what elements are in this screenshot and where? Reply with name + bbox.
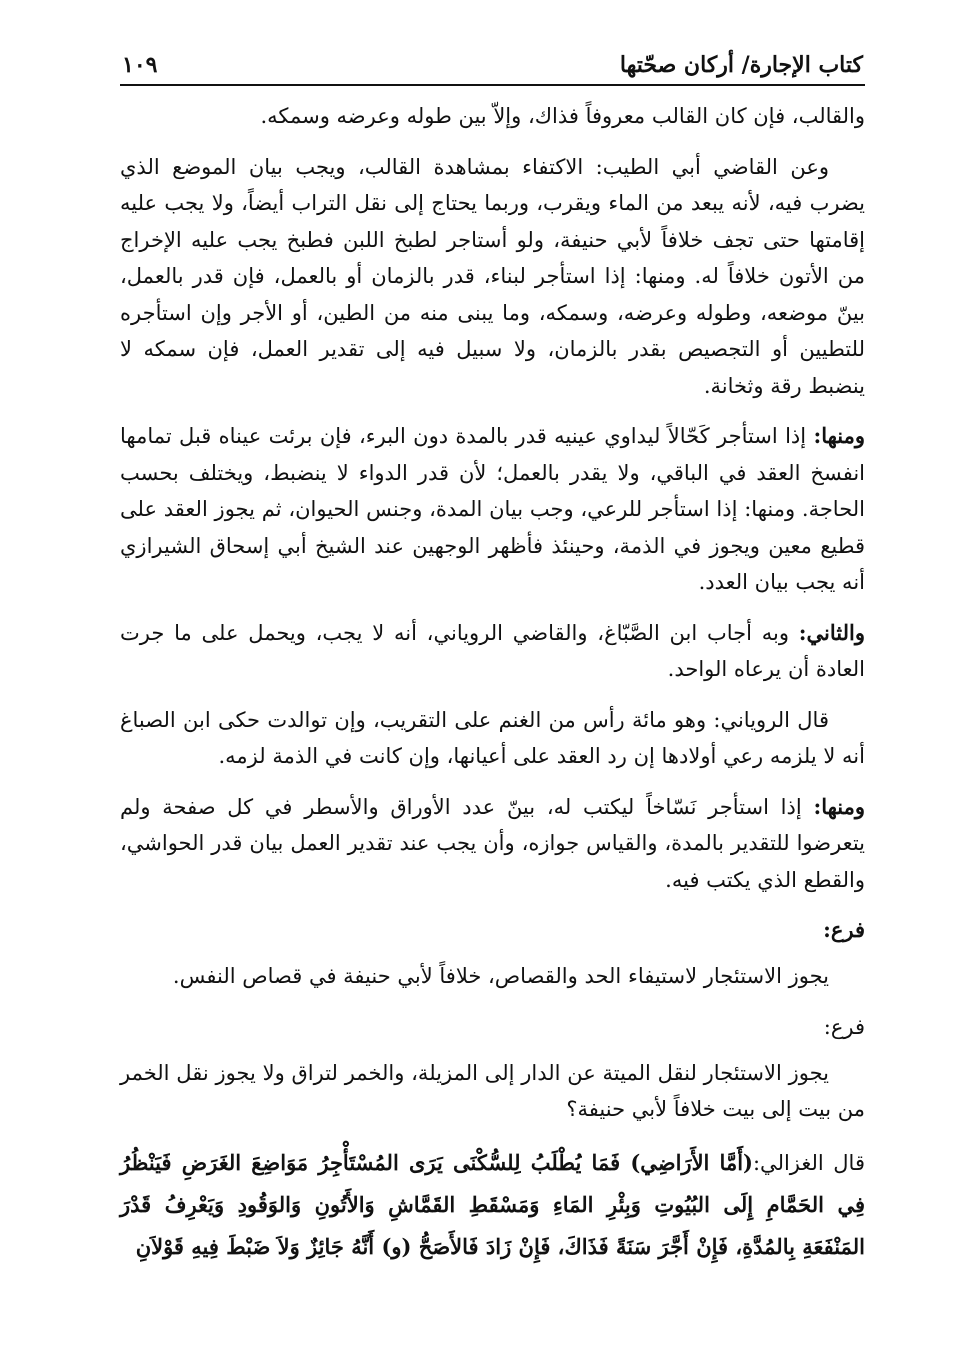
paragraph-mold <box>120 98 865 135</box>
paragraph-lead: والثاني: <box>798 619 865 645</box>
paragraph-text: يجوز الاستئجار لنقل الميتة عن الدار إلى المزيلة، والخمر لتراق ولا يجوز نقل الخمر من بيت إلى بيت خلافاً لأبي حنيفة؟ <box>120 1060 865 1121</box>
paragraph-lead: ومنها: <box>813 793 865 819</box>
paragraph-copyist <box>120 789 865 899</box>
paragraph-second-view <box>120 615 865 688</box>
quote-text: (أَمَّا الأَرَاضِي) فَمَا يُطْلَبُ لِلسُّكْنَى يَرَى المُسْتَأْجِرُ مَوَاضِعَ الغَرَضِ فَيَنْظُرُ فِي الحَمَّامِ إِلَى البُيُوتِ وَبِئْرِ المَاءِ وَمَسْقَطِ القَمَّاشِ وَالأَتُونِ وَالوَقُودِ وَيَعْرِفُ قَدْرَ المَنْفَعَةِ بِالمُدَّةِ، فَإِنْ أَجَّرَ سَنَةً فَذَاكَ، فَإِنْ زَادَ فَالأَصَحُّ (و) أَنَّهُ جَائِزٌ وَلاَ ضَبْطَ فِيهِ قَوْلاَنِ <box>120 1149 865 1259</box>
paragraph-text: والقالب، فإن كان القالب معروفاً فذاك، وإلاّ بين طوله وعرضه وسمكه. <box>260 104 865 128</box>
paragraph-text: إذا استأجر نَسّاخاً ليكتب له، بينّ عدد الأوراق والأسطر في كل صفحة ولم يتعرضوا للتقدير بالمدة، والقياس جوازه، وأن يجب عند تقدير العمل بيان قدر الحواشي، والقطع الذي يكتب فيه. <box>120 794 865 892</box>
paragraph-text: وبه أجاب ابن الصَّبّاغ، والقاضي الروياني، أنه لا يجب، ويحمل على ما جرت العادة أن يرعاه الواحد. <box>120 620 865 681</box>
branch-text-2 <box>120 1055 865 1128</box>
paragraph-qadi-abi-tayyib <box>120 149 865 405</box>
paragraph-lead: ومنها: <box>813 423 865 448</box>
page-content <box>120 98 865 1268</box>
running-title: كتاب الإجارة/ أركان صحّتها <box>619 52 863 78</box>
branch-text-1 <box>120 958 865 995</box>
paragraph-text: وعن القاضي أبي الطيب: الاكتفاء بمشاهدة القالب، ويجب بيان الموضع الذي يضرب فيه، لأنه يبعد من الماء ويقرب، وربما يحتاج إلى نقل التراب أيضاً، ولا يجب عليه إقامتها حتى تجف خلافاً لأبي حنيفة، ولو أستاجر لطبخ اللبن فطبخ يجب عليه الإخراج من الأتون خلافاً له. ومنها: إذا استأجر لبناء، قدر بالزمان أو بالعمل، فإن قدر بالعمل، بينّ موضعه، وطوله وعرضه، وسمكه، وما يبنى منه من الطين، أو الأجر وإن استأجره للتطيين أو التجصيص بقدر بالزمان، ولا سبيل فيه إلى تقدير العمل، فإن سمكه لا ينضبط رقة وثخانة. <box>120 154 865 398</box>
page-number: ١٠٩ <box>122 52 158 78</box>
paragraph-text: إذا استأجر كَحّالاً ليداوي عينيه قدر بالمدة دون البرء، فإن برئت عيناه قبل تمامها انفسخ العقد في الباقي، ولا يقدر بالعمل؛ لأن قدر الدواء لا ينضبط، ويختلف بحسب الحاجة. ومنها: إذا استأجر للرعي، وجب بيان المدة، وجنس الحيوان، ثم يجوز العقد على قطيع معين ويجوز في الذمة، وحينئذ فأظهر الوجهين عند الشيخ أبي إسحاق الشيرازي أنه يجب بيان العدد. <box>120 424 865 594</box>
ghazali-quote <box>120 1142 865 1268</box>
paragraph-text: يجوز الاستئجار لاستيفاء الحد والقصاص، خلافاً لأبي حنيفة في قصاص النفس. <box>172 964 829 988</box>
book-page <box>120 40 865 1268</box>
paragraph-ruyani <box>120 702 865 775</box>
paragraph-text: قال الروياني: وهو مائة رأس من الغنم على التقريب، وإن توالدت حكى ابن الصباغ أنه لا يلزمه رعي أولادها إن رد العقد على أعيانها، وإن كانت في الذمة لزمه. <box>120 707 865 768</box>
page-header <box>120 40 865 86</box>
paragraph-kahhal <box>120 418 865 601</box>
branch-heading-2: فرع: <box>823 1014 865 1039</box>
quote-lead: قال الغزالي: <box>752 1150 865 1175</box>
branch-heading-1: فرع: <box>823 917 865 942</box>
